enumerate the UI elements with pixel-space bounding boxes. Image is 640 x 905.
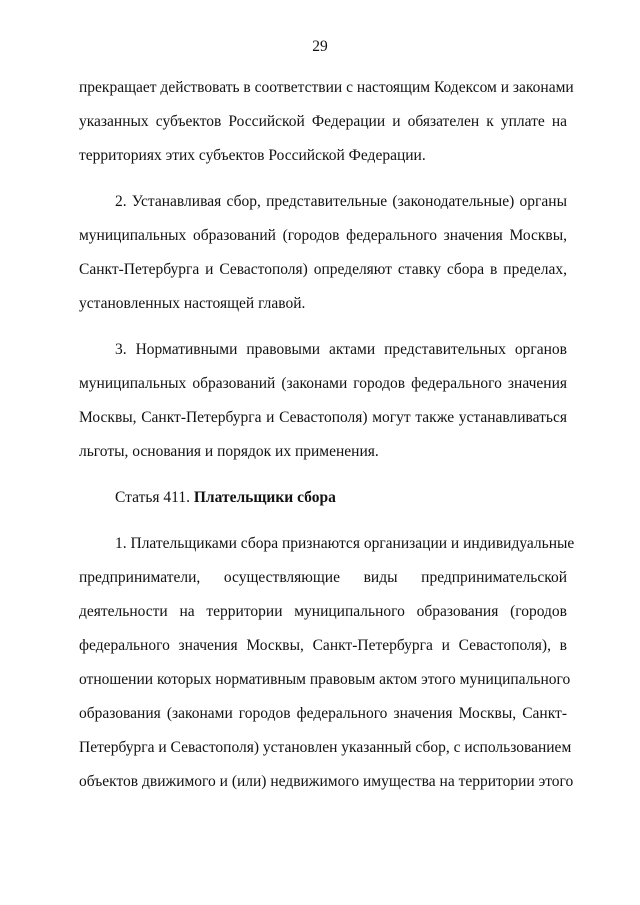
text-line: 2. Устанавливая сбор, представительные (законодательные) органы xyxy=(115,193,567,210)
text-line: льготы, основания и порядок их применения. xyxy=(79,443,379,460)
article-heading xyxy=(79,486,567,510)
text-line: указанных субъектов Российской Федерации и обязателен к уплате на xyxy=(79,113,567,130)
text-line: территориях этих субъектов Российской Федерации. xyxy=(79,147,426,164)
text-line: отношении которых нормативным правовым актом этого муниципального xyxy=(79,671,571,688)
paragraph-2 xyxy=(79,190,567,316)
text-line: Санкт-Петербурга и Севастополя) определяют ставку сбора в пределах, xyxy=(79,261,567,278)
text-line: образования (законами городов федерального значения Москвы, Санкт- xyxy=(79,705,567,722)
article-number: Статья 411. xyxy=(115,489,190,506)
text-line: установленных настоящей главой. xyxy=(79,295,306,312)
text-line: 1. Плательщиками сбора признаются организации и индивидуальные xyxy=(115,535,575,552)
text-line: федерального значения Москвы, Санкт-Петербурга и Севастополя), в xyxy=(79,637,567,654)
article-title: Плательщики сбора xyxy=(193,489,336,506)
text-line: муниципальных образований (городов федерального значения Москвы, xyxy=(79,227,567,244)
text-line: предприниматели, осуществляющие виды предпринимательской xyxy=(79,569,567,586)
document-body xyxy=(79,76,575,804)
text-line: муниципальных образований (законами городов федерального значения xyxy=(79,375,567,392)
page-number: 29 xyxy=(312,38,328,55)
paragraph-3 xyxy=(79,338,567,464)
paragraph-continuation xyxy=(79,76,574,168)
text-line: прекращает действовать в соответствии с настоящим Кодексом и законами xyxy=(79,79,574,96)
text-line: объектов движимого и (или) недвижимого имущества на территории этого xyxy=(79,773,574,790)
text-line: Петербурга и Севастополя) установлен указанный сбор, с использованием xyxy=(79,739,572,756)
article-paragraph-1 xyxy=(79,532,575,794)
text-line: деятельности на территории муниципального образования (городов xyxy=(79,603,567,620)
text-line: 3. Нормативными правовыми актами представительных органов xyxy=(115,341,567,358)
text-line: Москвы, Санкт-Петербурга и Севастополя) могут также устанавливаться xyxy=(79,409,567,426)
